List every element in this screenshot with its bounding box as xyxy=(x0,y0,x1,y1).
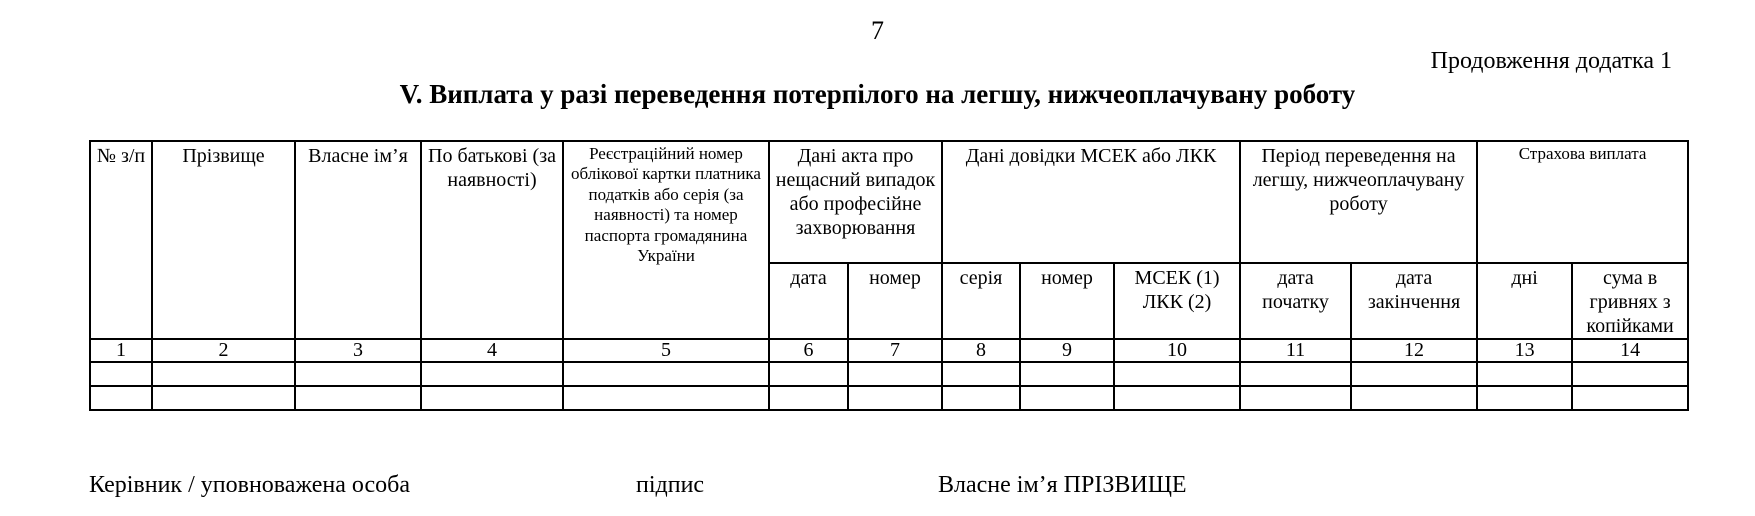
column-number: 2 xyxy=(152,339,295,362)
table-cell[interactable] xyxy=(1114,386,1240,410)
header-act-number: номер xyxy=(848,263,942,339)
table-cell[interactable] xyxy=(1240,362,1351,386)
table-cell[interactable] xyxy=(1572,362,1688,386)
table-cell[interactable] xyxy=(1020,386,1114,410)
header-tax-id: Реєстраційний номер облікової картки платника податків або серія (за наявності) та номер паспорта громадянина України xyxy=(563,141,769,339)
header-sum: сума в гривнях з копійками xyxy=(1572,263,1688,339)
column-number: 12 xyxy=(1351,339,1477,362)
table-cell[interactable] xyxy=(1351,386,1477,410)
header-number: № з/п xyxy=(90,141,152,339)
table-cell[interactable] xyxy=(848,386,942,410)
table-cell[interactable] xyxy=(1114,362,1240,386)
header-start-date: дата початку xyxy=(1240,263,1351,339)
header-first-name: Власне ім’я xyxy=(295,141,421,339)
column-number: 5 xyxy=(563,339,769,362)
table-cell[interactable] xyxy=(90,362,152,386)
column-number: 13 xyxy=(1477,339,1572,362)
column-number: 1 xyxy=(90,339,152,362)
header-msek-number: номер xyxy=(1020,263,1114,339)
table-row xyxy=(90,386,1688,410)
head-official-label: Керівник / уповноважена особа xyxy=(89,472,410,498)
header-act-date: дата xyxy=(769,263,848,339)
section-title: V. Виплата у разі переведення потерпілого на легшу, нижчеоплачувану роботу xyxy=(399,79,1356,109)
column-number: 7 xyxy=(848,339,942,362)
full-name-label: Власне ім’я ПРІЗВИЩЕ xyxy=(938,472,1187,498)
header-end-date: дата закінчення xyxy=(1351,263,1477,339)
header-patronymic: По батькові (за наявності) xyxy=(421,141,563,339)
header-row-top xyxy=(90,141,1688,263)
payment-table xyxy=(89,140,1689,411)
header-transfer-period: Період переведення на легшу, нижчеоплачувану роботу xyxy=(1240,141,1477,263)
table-cell[interactable] xyxy=(1351,362,1477,386)
column-number: 6 xyxy=(769,339,848,362)
header-msek-certificate: Дані довідки МСЕК або ЛКК xyxy=(942,141,1240,263)
header-msek-type: МСЕК (1) ЛКК (2) xyxy=(1114,263,1240,339)
table-cell[interactable] xyxy=(295,386,421,410)
table-cell[interactable] xyxy=(295,362,421,386)
header-accident-act: Дані акта про нещасний випадок або професійне захворювання xyxy=(769,141,942,263)
table-cell[interactable] xyxy=(1572,386,1688,410)
table-cell[interactable] xyxy=(942,362,1020,386)
signature-label: підпис xyxy=(636,472,705,498)
table-cell[interactable] xyxy=(152,362,295,386)
table-cell[interactable] xyxy=(1477,386,1572,410)
header-days: дні xyxy=(1477,263,1572,339)
table-cell[interactable] xyxy=(152,386,295,410)
table-cell[interactable] xyxy=(90,386,152,410)
table-cell[interactable] xyxy=(563,386,769,410)
header-surname: Прізвище xyxy=(152,141,295,339)
column-number: 8 xyxy=(942,339,1020,362)
table-cell[interactable] xyxy=(421,362,563,386)
table-cell[interactable] xyxy=(1477,362,1572,386)
column-number: 11 xyxy=(1240,339,1351,362)
table-cell[interactable] xyxy=(421,386,563,410)
column-number-row xyxy=(90,339,1688,362)
column-number: 9 xyxy=(1020,339,1114,362)
table-row xyxy=(90,362,1688,386)
column-number: 10 xyxy=(1114,339,1240,362)
appendix-continuation: Продовження додатка 1 xyxy=(1430,48,1672,74)
table-cell[interactable] xyxy=(1020,362,1114,386)
table-cell[interactable] xyxy=(942,386,1020,410)
column-number: 3 xyxy=(295,339,421,362)
table-cell[interactable] xyxy=(563,362,769,386)
column-number: 14 xyxy=(1572,339,1688,362)
table-cell[interactable] xyxy=(848,362,942,386)
header-msek-series: серія xyxy=(942,263,1020,339)
table-cell[interactable] xyxy=(1240,386,1351,410)
table-cell[interactable] xyxy=(769,362,848,386)
page-number: 7 xyxy=(871,16,884,45)
column-number: 4 xyxy=(421,339,563,362)
table-cell[interactable] xyxy=(769,386,848,410)
header-insurance-payment: Страхова виплата xyxy=(1477,141,1688,263)
